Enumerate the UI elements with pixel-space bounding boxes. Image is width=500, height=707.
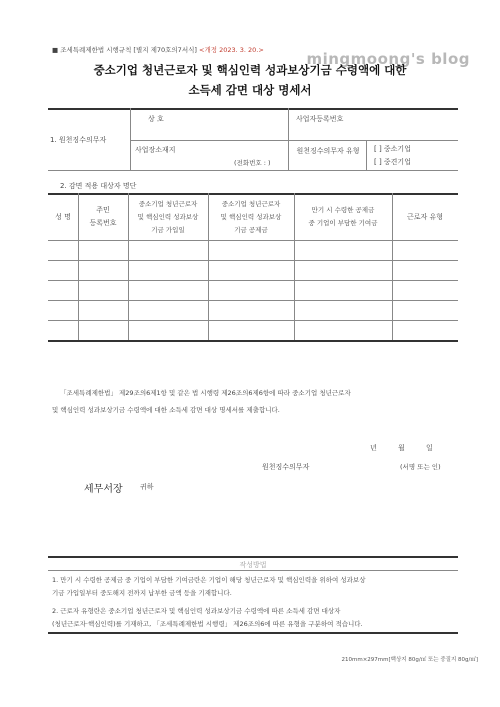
date-year: 년 — [370, 444, 377, 452]
address-label: 사업장소재지 — [135, 146, 176, 154]
form-reference: ■ 조세특례제한법 시행규칙 [별지 제70호의7서식] <개정 2023. 3. 20.> — [52, 46, 264, 54]
note-item-2b: (청년근로자·핵심인력)를 기재하고, 「조세특례제한법 시행령」 제26조의6에 따른 유형을 구분하여 적습니다. — [52, 620, 363, 628]
withholder-type-label: 원천징수의무자 유형 — [296, 147, 360, 155]
row-line-4 — [48, 320, 458, 321]
col-header-name: 성 명 — [55, 213, 71, 221]
tax-office-name: 세무서장 — [84, 484, 123, 495]
option-sme[interactable]: [ ] 중소기업 — [374, 145, 411, 153]
section1-vline-3 — [366, 140, 367, 170]
section1-label: 1. 원천징수의무자 — [50, 136, 107, 144]
section2-top-border — [48, 193, 458, 195]
row-line-1 — [48, 260, 458, 261]
section2-bottom-border — [48, 340, 458, 342]
page-subtitle: 소득세 감면 대상 명세서 — [188, 83, 312, 97]
biz-number-label: 사업자등록번호 — [296, 115, 344, 123]
option-midsize[interactable]: [ ] 중견기업 — [374, 158, 411, 166]
note-item-1b: 기금 가입일부터 중도해지 전까지 납부한 금액 등을 기재합니다. — [52, 589, 232, 597]
col-header-contribution: 만기 시 수령한 공제금 중 기업이 부담한 기여금 — [308, 206, 378, 227]
notes-bottom-border — [48, 632, 458, 634]
notes-title-line — [48, 570, 458, 571]
date-day: 일 — [426, 444, 433, 452]
revision-date: <개정 2023. 3. 20.> — [199, 46, 264, 54]
section1-top-border — [48, 108, 458, 110]
col-header-rrn: 주민 등록번호 — [89, 206, 117, 227]
row-line-2 — [48, 280, 458, 281]
note-item-1a: 1. 만기 시 수령한 공제금 중 기업이 부담한 기여금란은 기업이 해당 청년근로자 및 핵심인력을 위하여 성과보상 — [52, 576, 366, 584]
statement-line2: 및 핵심인력 성과보상기금 수령액에 대한 소득세 감면 대상 명세서를 제출합니다. — [52, 406, 280, 414]
section1-bottom-border — [48, 170, 458, 171]
col-header-deduction: 중소기업 청년근로자 및 핵심인력 성과보상 기금 공제금 — [220, 200, 282, 234]
row-line-3 — [48, 300, 458, 301]
section2-header-bottom — [48, 240, 458, 241]
statement-line1: 「조세특례제한법」 제29조의6제1항 및 같은 법 시행령 제26조의6제6항에 따라 중소기업 청년근로자 — [60, 389, 351, 397]
tax-office-suffix: 귀하 — [140, 483, 154, 491]
phone-label: (전화번호 : ) — [234, 159, 271, 167]
watermark: mingmoong's blog — [306, 50, 470, 68]
section2-label: 2. 감면 적용 대상자 명단 — [60, 182, 137, 190]
paper-spec: 210mm×297mm[백상지 80g/㎡ 또는 중질지 80g/㎡] — [341, 657, 478, 663]
company-name-label: 상 호 — [148, 115, 164, 123]
col-header-join-date: 중소기업 청년근로자 및 핵심인력 성과보상 기금 가입일 — [137, 200, 199, 234]
signature-placeholder: (서명 또는 인) — [400, 463, 441, 471]
date-month: 월 — [398, 444, 405, 452]
notes-top-border — [48, 556, 458, 558]
signer-label: 원천징수의무자 — [262, 463, 310, 471]
page-title: 중소기업 청년근로자 및 핵심인력 성과보상기금 수령액에 대한 — [93, 63, 407, 77]
note-item-2a: 2. 근로자 유형란은 중소기업 청년근로자 및 핵심인력 성과보상기금 수령액에 따른 소득세 감면 대상자 — [52, 607, 341, 615]
notes-title: 작성방법 — [239, 561, 267, 569]
section1-mid-line — [130, 140, 458, 141]
col-header-worker-type: 근로자 유형 — [406, 213, 444, 221]
section1-vline-2 — [288, 108, 289, 170]
section1-vline-1 — [130, 108, 131, 170]
